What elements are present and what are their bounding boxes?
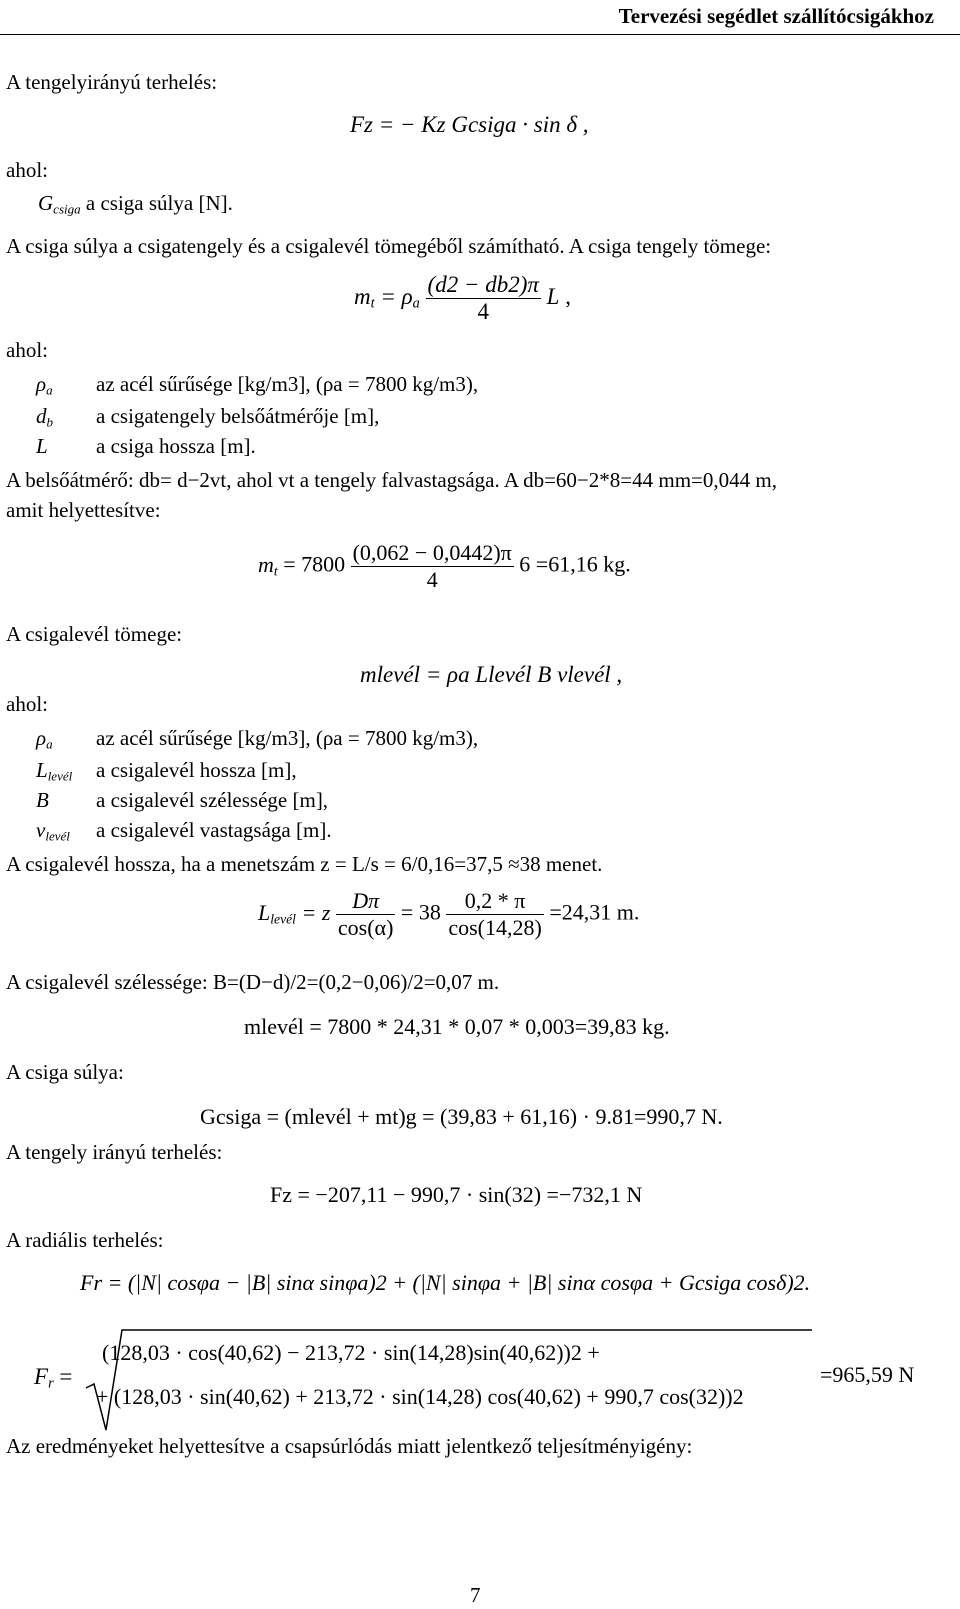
formula-mt: $m_t = \rho_a$ $\frac{(d2 - db2)\pi}{4}$ L , — [354, 272, 571, 324]
inner-diam-line2: amit helyettesítve: — [6, 498, 161, 522]
db-desc: a csigatengely belsőátmérője [m], — [96, 404, 380, 428]
rho-desc-2: az acél sűrűsége [kg/m3], (ρa = 7800 kg/m3), — [96, 726, 479, 750]
llevel-desc: a csigalevél hossza [m], — [96, 758, 297, 782]
gcsiga-def: $G_{csiga}$ a csiga súlya [N]. — [38, 191, 233, 217]
formula-fr-result: =965,59 N — [820, 1362, 915, 1387]
page-number: 7 — [470, 1583, 481, 1607]
formula-fr: Fr = (|N| cosφa − |B| sinα sinφa)2 + (|N| sinφa + |B| sinα cosφa + Gcsiga cosδ)2. — [80, 1270, 811, 1295]
sym-B: B — [36, 788, 49, 812]
L-desc: a csiga hossza [m]. — [96, 434, 256, 458]
formula-mlevel: mlevél = ρa Llevél B vlevél , — [360, 662, 623, 687]
results-text: Az eredményeket helyettesítve a csapsúrlódás miatt jelentkező teljesítményigény: — [6, 1434, 693, 1458]
formula-fr-value-line2: + (128,03 · sin(40,62) + 213,72 · sin(14,28) cos(40,62) + 990,7 cos(32))2 — [96, 1384, 744, 1409]
weight-label: A csiga súlya: — [6, 1060, 124, 1084]
ahol-label-3: ahol: — [6, 692, 48, 716]
page-header — [0, 0, 960, 35]
formula-llevel: $L_{levél} = z$ $\frac{D\pi}{\cos(\alpha)}$ = 38 $\frac{0,2 * \pi}{\cos(14,28)}$ =24,31 m. — [258, 888, 640, 940]
ahol-label-1: ahol: — [6, 158, 48, 182]
axial-load-label: A tengelyirányú terhelés: — [6, 70, 218, 94]
ahol-label-2: ahol: — [6, 338, 48, 362]
formula-fr-lhs: $F_r$ = — [34, 1364, 73, 1392]
formula-fr-value-line1: (128,03 · cos(40,62) − 213,72 · sin(14,28)sin(40,62))2 + — [102, 1340, 600, 1365]
formula-mlevel-value: mlevél = 7800 * 24,31 * 0,07 * 0,003=39,83 kg. — [244, 1014, 670, 1039]
formula-mt-value: $m_t = 7800$ $\frac{(0,062 - 0,0442)\pi}{4}$ 6 =61,16 kg. — [258, 540, 631, 592]
sym-L: L — [36, 434, 48, 458]
sym-rho: $\rho_a$ — [36, 372, 53, 398]
vlevel-desc: a csigalevél vastagsága [m]. — [96, 818, 332, 842]
sym-db: $d_b$ — [36, 404, 54, 430]
B-desc: a csigalevél szélessége [m], — [96, 788, 329, 812]
formula-g-value: Gcsiga = (mlevél + mt)g = (39,83 + 61,16) · 9.81=990,7 N. — [200, 1104, 723, 1129]
sym-llevel: $L_{levél}$ — [36, 758, 73, 784]
axial-load2-label: A tengely irányú terhelés: — [6, 1140, 223, 1164]
formula-fz: Fz = − Kz Gcsiga · sin δ , — [350, 112, 589, 137]
formula-fz-value: Fz = −207,11 − 990,7 · sin(32) =−732,1 N — [270, 1182, 643, 1207]
sym-vlevel: $v_{levél}$ — [36, 818, 70, 844]
blade-length-text: A csigalevél hossza, ha a menetszám z = L/s = 6/0,16=37,5 ≈38 menet. — [6, 852, 603, 876]
blade-mass-label: A csigalevél tömege: — [6, 622, 183, 646]
inner-diam-line1: A belsőátmérő: db= d−2vt, ahol vt a tengely falvastagsága. A db=60−2*8=44 mm=0,044 m, — [6, 468, 777, 492]
rho-desc: az acél sűrűsége [kg/m3], (ρa = 7800 kg/m3), — [96, 372, 479, 396]
header-title: Tervezési segédlet szállítócsigákhoz — [618, 4, 934, 28]
sym-rho-2: $\rho_a$ — [36, 726, 53, 752]
radial-load-label: A radiális terhelés: — [6, 1228, 164, 1252]
blade-width-text: A csigalevél szélessége: B=(D−d)/2=(0,2−0,06)/2=0,07 m. — [6, 970, 500, 994]
mass-intro: A csiga súlya a csigatengely és a csigalevél tömegéből számítható. A csiga tengely tömege: — [6, 234, 772, 258]
